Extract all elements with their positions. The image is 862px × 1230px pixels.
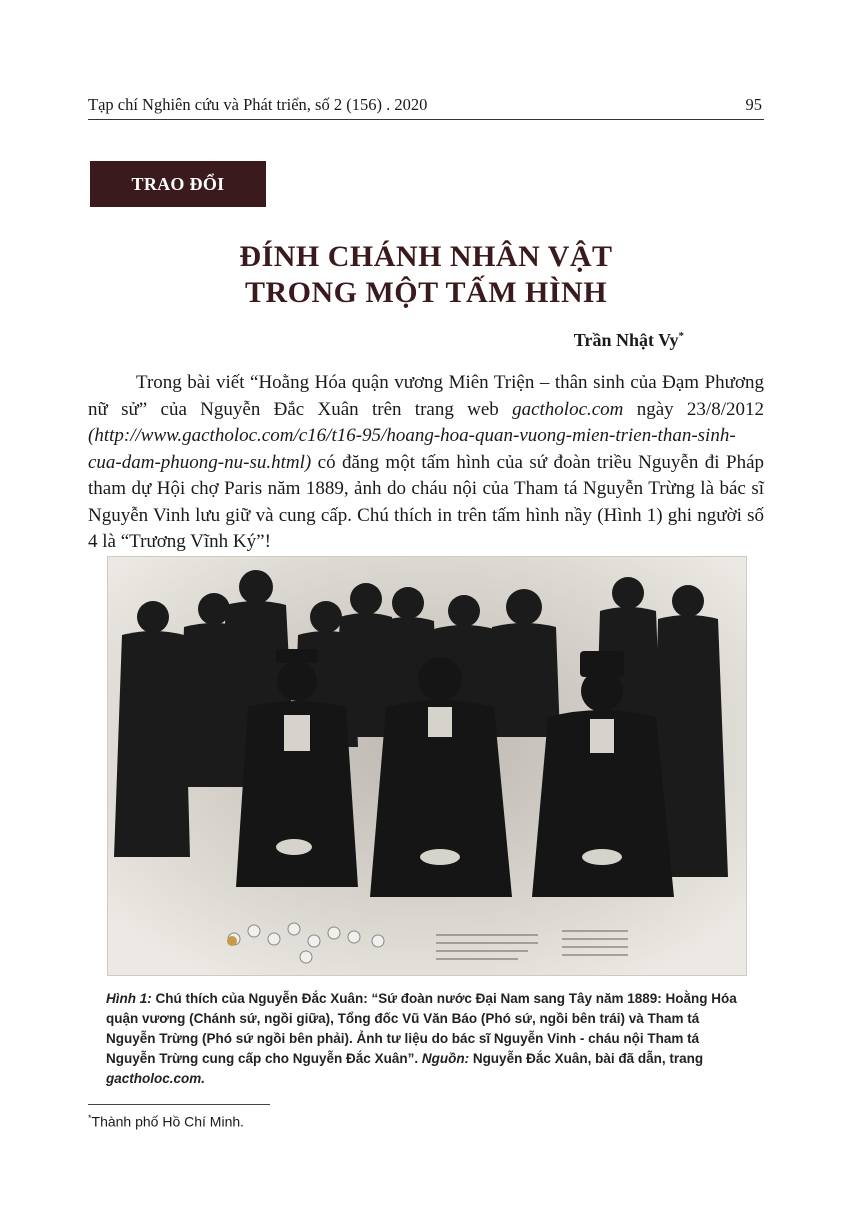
- journal-title: Tạp chí Nghiên cứu và Phát triển, số 2 (156) . 2020: [88, 95, 428, 114]
- section-label: TRAO ĐỔI: [131, 173, 225, 194]
- article-title: [88, 239, 764, 311]
- title-line-1: ĐÍNH CHÁNH NHÂN VẬT: [239, 240, 613, 273]
- website-name: gactholoc.com: [512, 398, 624, 420]
- paragraph-part-2: ngày 23/8/2012: [623, 398, 764, 420]
- title-line-2: TRONG MỘT TẤM HÌNH: [244, 276, 608, 309]
- caption-label: Hình 1:: [106, 991, 152, 1006]
- paragraph-part-3: có đăng một tấm hình của sứ đoàn triều Nguyễn đi Pháp tham dự Hội chợ Paris năm 1889, ảnh do cháu nội của Tham tá Nguyễn Trừng là bác sĩ Nguyễn Vinh lưu giữ và cung cấp. Chú thích in trên tấm hình nầy (Hình 1) ghi người số 4 là “Trương Vĩnh Ký”!: [88, 451, 764, 552]
- footnote-rule: [88, 1104, 270, 1105]
- figure-1-photo: [107, 556, 747, 976]
- article-url: (http://www.gactholoc.com/c16/t16-95/hoang-hoa-quan-vuong-mien-trien-than-sinh-cua-dam-phuong-nu-su.html): [88, 425, 736, 473]
- historical-group-photo-icon: [108, 557, 746, 975]
- footnote-text: Thành phố Hồ Chí Minh.: [91, 1113, 245, 1130]
- footnote: [88, 1113, 244, 1130]
- caption-text-2: Nguyễn Đắc Xuân, bài đã dẫn, trang: [469, 1051, 704, 1066]
- footnote-marker: *: [88, 1113, 92, 1123]
- caption-source-site: gactholoc.com.: [106, 1071, 206, 1086]
- author-byline: [574, 330, 684, 351]
- caption-text-1: Chú thích của Nguyễn Đắc Xuân: “Sứ đoàn nước Đại Nam sang Tây năm 1889: Hoằng Hóa quận vương (Chánh sứ, ngồi giữa), Tổng đốc Vũ Văn Báo (Phó sứ, ngồi bên trái) và Tham tá Nguyễn Trừng (Phó sứ ngồi bên phải). Ảnh tư liệu do bác sĩ Nguyễn Vinh - cháu nội Tham tá Nguyễn Trừng cung cấp cho Nguyễn Đắc Xuân”.: [106, 991, 737, 1066]
- section-label-box: [90, 161, 266, 207]
- page-number: 95: [745, 95, 762, 114]
- paragraph-part-1: Trong bài viết “Hoằng Hóa quận vương Miên Triện – thân sinh của Đạm Phương nữ sử” của Nguyễn Đắc Xuân trên trang web: [88, 372, 764, 420]
- header-rule: [88, 119, 764, 120]
- figure-caption: [106, 989, 748, 1089]
- author-footnote-marker: *: [678, 330, 684, 342]
- caption-source-label: Nguồn:: [421, 1051, 470, 1066]
- author-name: Trần Nhật Vy: [573, 330, 679, 350]
- running-header: [88, 95, 764, 117]
- intro-paragraph: [88, 370, 764, 556]
